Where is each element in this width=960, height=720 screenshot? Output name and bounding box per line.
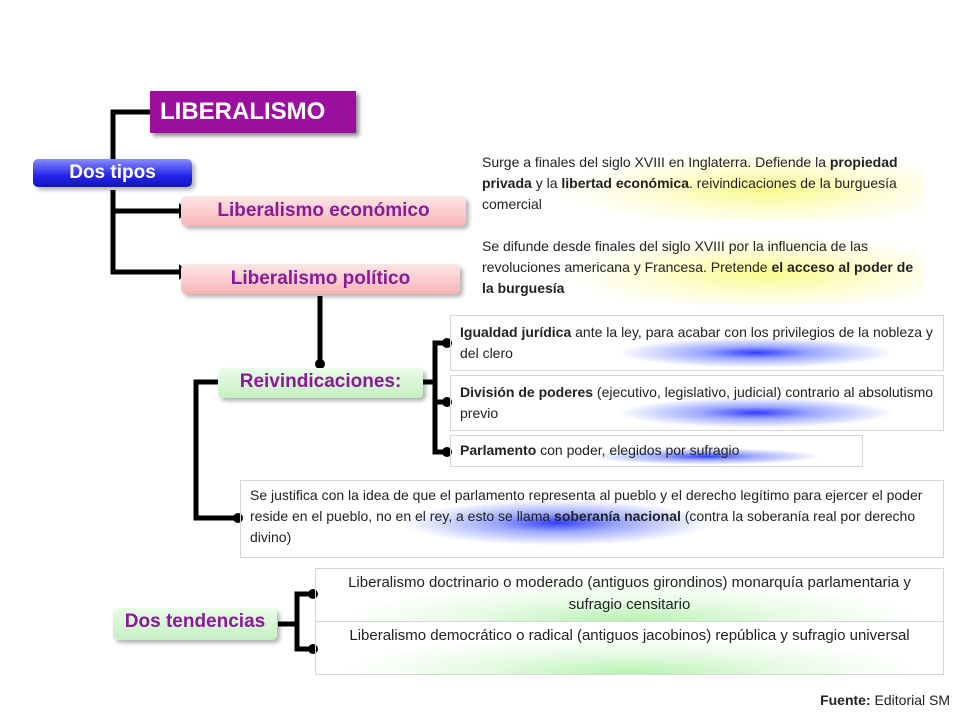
reivindicacion-igualdad: [450, 315, 944, 371]
liberalismo-economico-label: Liberalismo económico: [181, 196, 466, 226]
economico-text-1: Surge a finales del siglo XVIII en Inglaterra. Defiende la: [482, 154, 826, 170]
reivindicaciones-label: Reivindicaciones:: [218, 368, 423, 398]
source-credit: [790, 692, 950, 708]
dos-tendencias-label: Dos tendencias: [113, 608, 277, 640]
economico-bold-2: libertad económica: [561, 175, 689, 191]
economico-description: [478, 151, 923, 221]
soberania-bold: soberanía nacional: [554, 508, 681, 524]
economico-text-2: y la: [531, 175, 562, 191]
connector-rei-items: [435, 343, 445, 452]
soberania-text-2: (contra la soberanía real por derecho divino): [250, 508, 916, 545]
connector-rei-soberania: [196, 382, 236, 518]
reivindicacion-1-text: ante la ley, para acabar con los privilegios de la nobleza y del clero: [460, 324, 933, 361]
reivindicacion-3-bold: Parlamento: [460, 442, 537, 458]
reivindicacion-parlamento: [450, 435, 863, 467]
reivindicacion-division: [450, 375, 944, 431]
connector-tipos-eco: [113, 190, 181, 211]
politico-text-1: Se difunde desde finales del siglo XVIII por la influencia de las revoluciones americana y Francesa. Pretende: [482, 238, 869, 275]
dos-tipos-label: Dos tipos: [33, 159, 192, 187]
connector-tipos-pol: [113, 211, 181, 272]
politico-description: [478, 235, 923, 305]
reivindicacion-3-text: con poder, elegidos por sufragio: [536, 442, 740, 458]
economico-bold-1: propiedad privada: [482, 154, 898, 191]
economico-text-3: . reivindicaciones de la burguesía comercial: [482, 175, 897, 212]
tendencia-doctrinario: Liberalismo doctrinario o moderado (antiguos girondinos) monarquía parlamentaria y sufragio censitario: [315, 568, 944, 622]
politico-bold-1: el acceso al poder de la burguesía: [482, 259, 914, 296]
soberania-text-1: Se justifica con la idea de que el parlamento representa al pueblo y el derecho legítimo para ejercer el poder reside en el pueblo, no en el rey, a esto se llama: [250, 487, 923, 524]
reivindicacion-2-text: (ejecutivo, legislativo, judicial) contrario al absolutismo previo: [460, 384, 934, 421]
source-value: Editorial SM: [870, 692, 950, 708]
connector-tendencias: [297, 594, 312, 649]
soberania-nacional-box: [240, 480, 944, 558]
source-label: Fuente:: [820, 692, 871, 708]
title-liberalismo: LIBERALISMO: [150, 91, 356, 133]
reivindicacion-1-bold: Igualdad jurídica: [460, 324, 572, 340]
tendencia-democratico: Liberalismo democrático o radical (antiguos jacobinos) república y sufragio universal: [315, 621, 944, 675]
liberalismo-politico-label: Liberalismo político: [181, 264, 460, 294]
reivindicacion-2-bold: División de poderes: [460, 384, 594, 400]
